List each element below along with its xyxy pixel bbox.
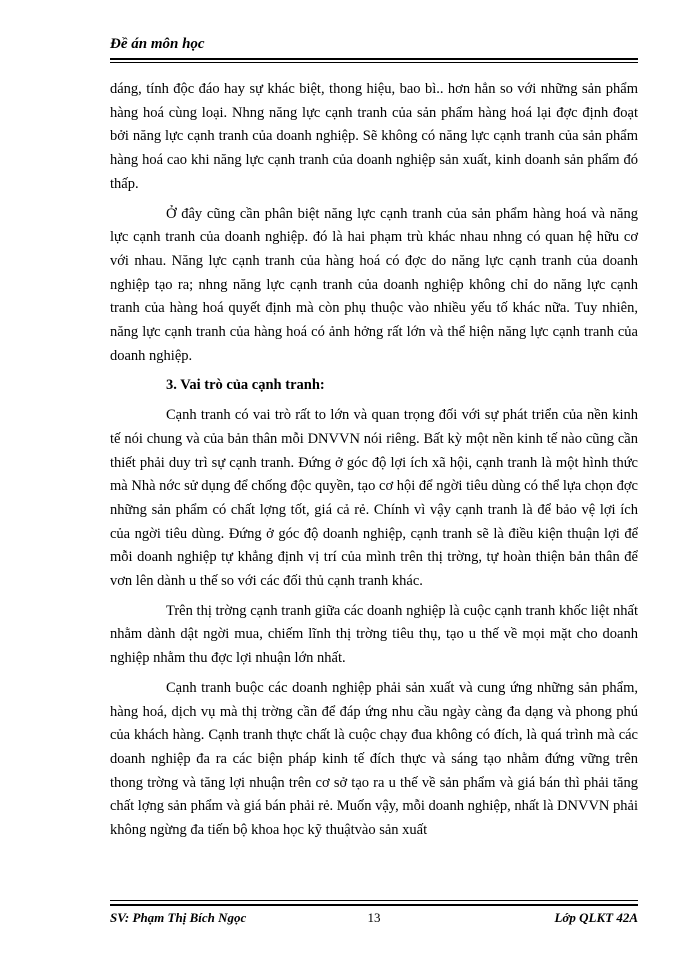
page-footer — [110, 910, 638, 930]
header-rule — [110, 58, 638, 60]
paragraph-5: Cạnh tranh buộc các doanh nghiệp phải sản xuất và cung ứng những sản phẩm, hàng hoá, dịch vụ mà thị trờng cần để đáp ứng nhu cầu ngày càng đa dạng và phong phú của khách hàng. Cạnh tranh thực chất là cuộc chạy đua không có đích, là quá trình mà các doanh nghiệp đa ra các biện pháp kinh tế đích thực và sáng tạo nhằm đứng vững trên thong trờng và tăng lợi nhuận trên cơ sở tạo ra u thế về sản phẩm và giá bán thì phải tăng chất lợng sản phẩm và giá bán phải rẻ. Muốn vậy, mỗi doanh nghiệp, nhất là DNVVN phải không ngừng đa tiến bộ khoa học kỹ thuậtvào sản xuất — [110, 679, 638, 839]
paragraph-3: Cạnh tranh có vai trò rất to lớn và quan trọng đối với sự phát triển của nền kinh tế nói chung và của bản thân mỗi DNVVN nói riêng. Bất kỳ một nền kinh tế nào cũng cần thiết phải duy trì sự cạnh tranh. Đứng ở góc độ lợi ích xã hội, cạnh tranh là một hình thức mà Nhà nớc sử dụng để chống độc quyền, tạo cơ hội để ngời tiêu dùng có thể lựa chọn đợc những sản phẩm có chất lợng tốt, giá cả rẻ. Chính vì vậy cạnh tranh là để bảo vệ lợi ích của ngời tiêu dùng. Đứng ở góc độ doanh nghiệp, cạnh tranh sẽ là điều kiện thuận lợi để mỗi doanh nghiệp tự khẳng định vị trí của mình trên thị trờng, tự hoàn thiện bản thân để vơn lên dành u thế so với các đối thủ cạnh tranh khác. — [110, 407, 638, 590]
page-header-title: Đề án môn học — [110, 36, 205, 52]
section-heading: 3. Vai trò của cạnh tranh: — [166, 377, 325, 394]
page-number: 13 — [367, 910, 381, 925]
paragraph-2: Ở đây cũng cần phân biệt năng lực cạnh tranh của sản phẩm hàng hoá và năng lực cạnh tranh của doanh nghiệp. đó là hai phạm trù khác nhau nhng có quan hệ hữu cơ với nhau. Năng lực cạnh tranh của hàng hoá có đợc do năng lực cạnh tranh của doanh nghiệp tạo ra; nhng năng lực cạnh tranh của doanh nghiệp không chỉ do năng lực cạnh tranh của hàng hoá quyết định mà còn phụ thuộc vào nhiều yếu tố khác nữa. Tuy nhiên, năng lực cạnh tranh của hàng hoá có ảnh hởng rất lớn và thể hiện năng lực cạnh tranh của doanh nghiệp. — [110, 205, 638, 364]
paragraph-4: Trên thị trờng cạnh tranh giữa các doanh nghiệp là cuộc cạnh tranh khốc liệt nhất nhằm dành dật ngời mua, chiếm lĩnh thị trờng tiêu thụ, tạo u thế về mọi mặt cho doanh nghiệp nhằm thu đợc lợi nhuận lớn nhất. — [110, 602, 638, 667]
body-text — [110, 78, 638, 849]
paragraph-1: dáng, tính độc đáo hay sự khác biệt, thong hiệu, bao bì.. hơn hẳn so với những sản phẩm hàng hoá cùng loại. Nhng năng lực cạnh tranh của sản phẩm hàng hoá lại đợc định đoạt bởi năng lực cạnh tranh của doanh nghiệp. Sẽ không có năng lực cạnh tranh của sản phẩm hàng hoá cao khi năng lực cạnh tranh của doanh nghiệp sản xuất, kinh doanh sản phẩm đó thấp. — [110, 81, 638, 192]
header-rule-thin — [110, 62, 638, 63]
footer-rule — [110, 904, 638, 906]
footer-class: Lớp QLKT 42A — [554, 910, 638, 925]
footer-rule-thin — [110, 900, 638, 901]
footer-author: SV: Phạm Thị Bích Ngọc — [110, 910, 247, 925]
